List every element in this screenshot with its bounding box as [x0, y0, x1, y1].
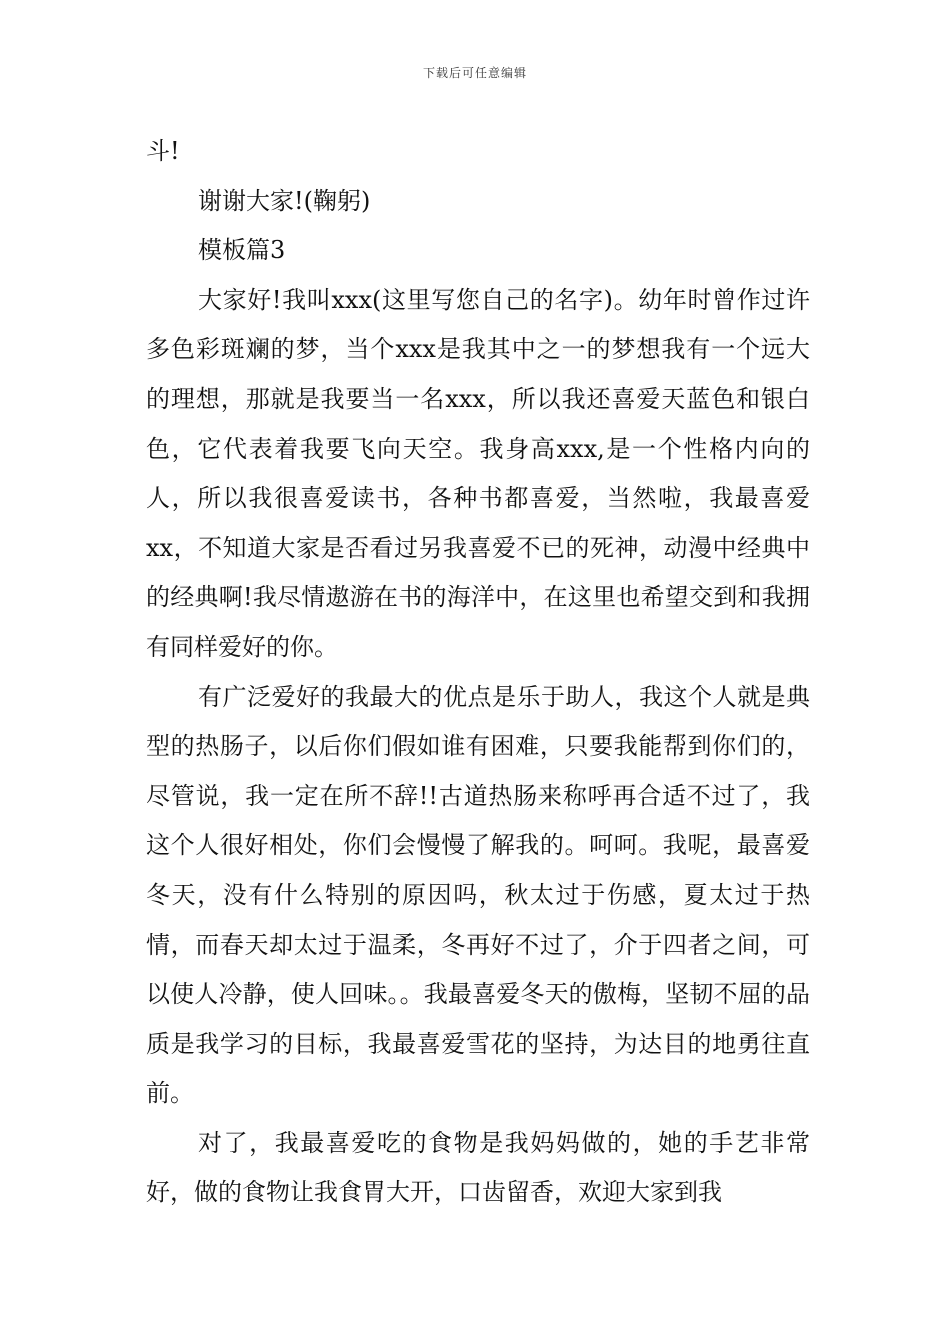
document-body — [146, 127, 810, 1218]
paragraph-intro: 大家好!我叫xxx(这里写您自己的名字)。幼年时曾作过许多色彩斑斓的梦，当个xxx是我其中之一的梦想我有一个远大的理想，那就是我要当一名xxx，所以我还喜爱天蓝色和银白色，它代表着我要飞向天空。我身高xxx,是一个性格内向的人，所以我很喜爱读书，各种书都喜爱，当然啦，我最喜爱xx，不知道大家是否看过另我喜爱不已的死神，动漫中经典中的经典啊!我尽情遨游在书的海洋中，在这里也希望交到和我拥有同样爱好的你。 — [146, 285, 810, 661]
paragraph-food: 对了，我最喜爱吃的食物是我妈妈做的，她的手艺非常好，做的食物让我食胃大开，口齿留香，欢迎大家到我 — [146, 1128, 810, 1207]
page-header: 下载后可任意编辑 — [422, 66, 527, 80]
section-heading: 模板篇3 — [198, 236, 286, 265]
paragraph-thanks: 谢谢大家!(鞠躬) — [198, 186, 371, 215]
paragraph-continuation: 斗! — [146, 137, 180, 165]
paragraph-hobbies: 有广泛爱好的我最大的优点是乐于助人，我这个人就是典型的热肠子，以后你们假如谁有困难，只要我能帮到你们的，尽管说，我一定在所不辞!!古道热肠来称呼再合适不过了，我这个人很好相处，你们会慢慢了解我的。呵呵。我呢，最喜爱冬天，没有什么特别的原因吗，秋太过于伤感，夏太过于热情，而春天却太过于温柔，冬再好不过了，介于四者之间，可以使人冷静，使人回味。。我最喜爱冬天的傲梅，坚韧不屈的品质是我学习的目标，我最喜爱雪花的坚持，为达目的地勇往直前。 — [146, 682, 810, 1108]
